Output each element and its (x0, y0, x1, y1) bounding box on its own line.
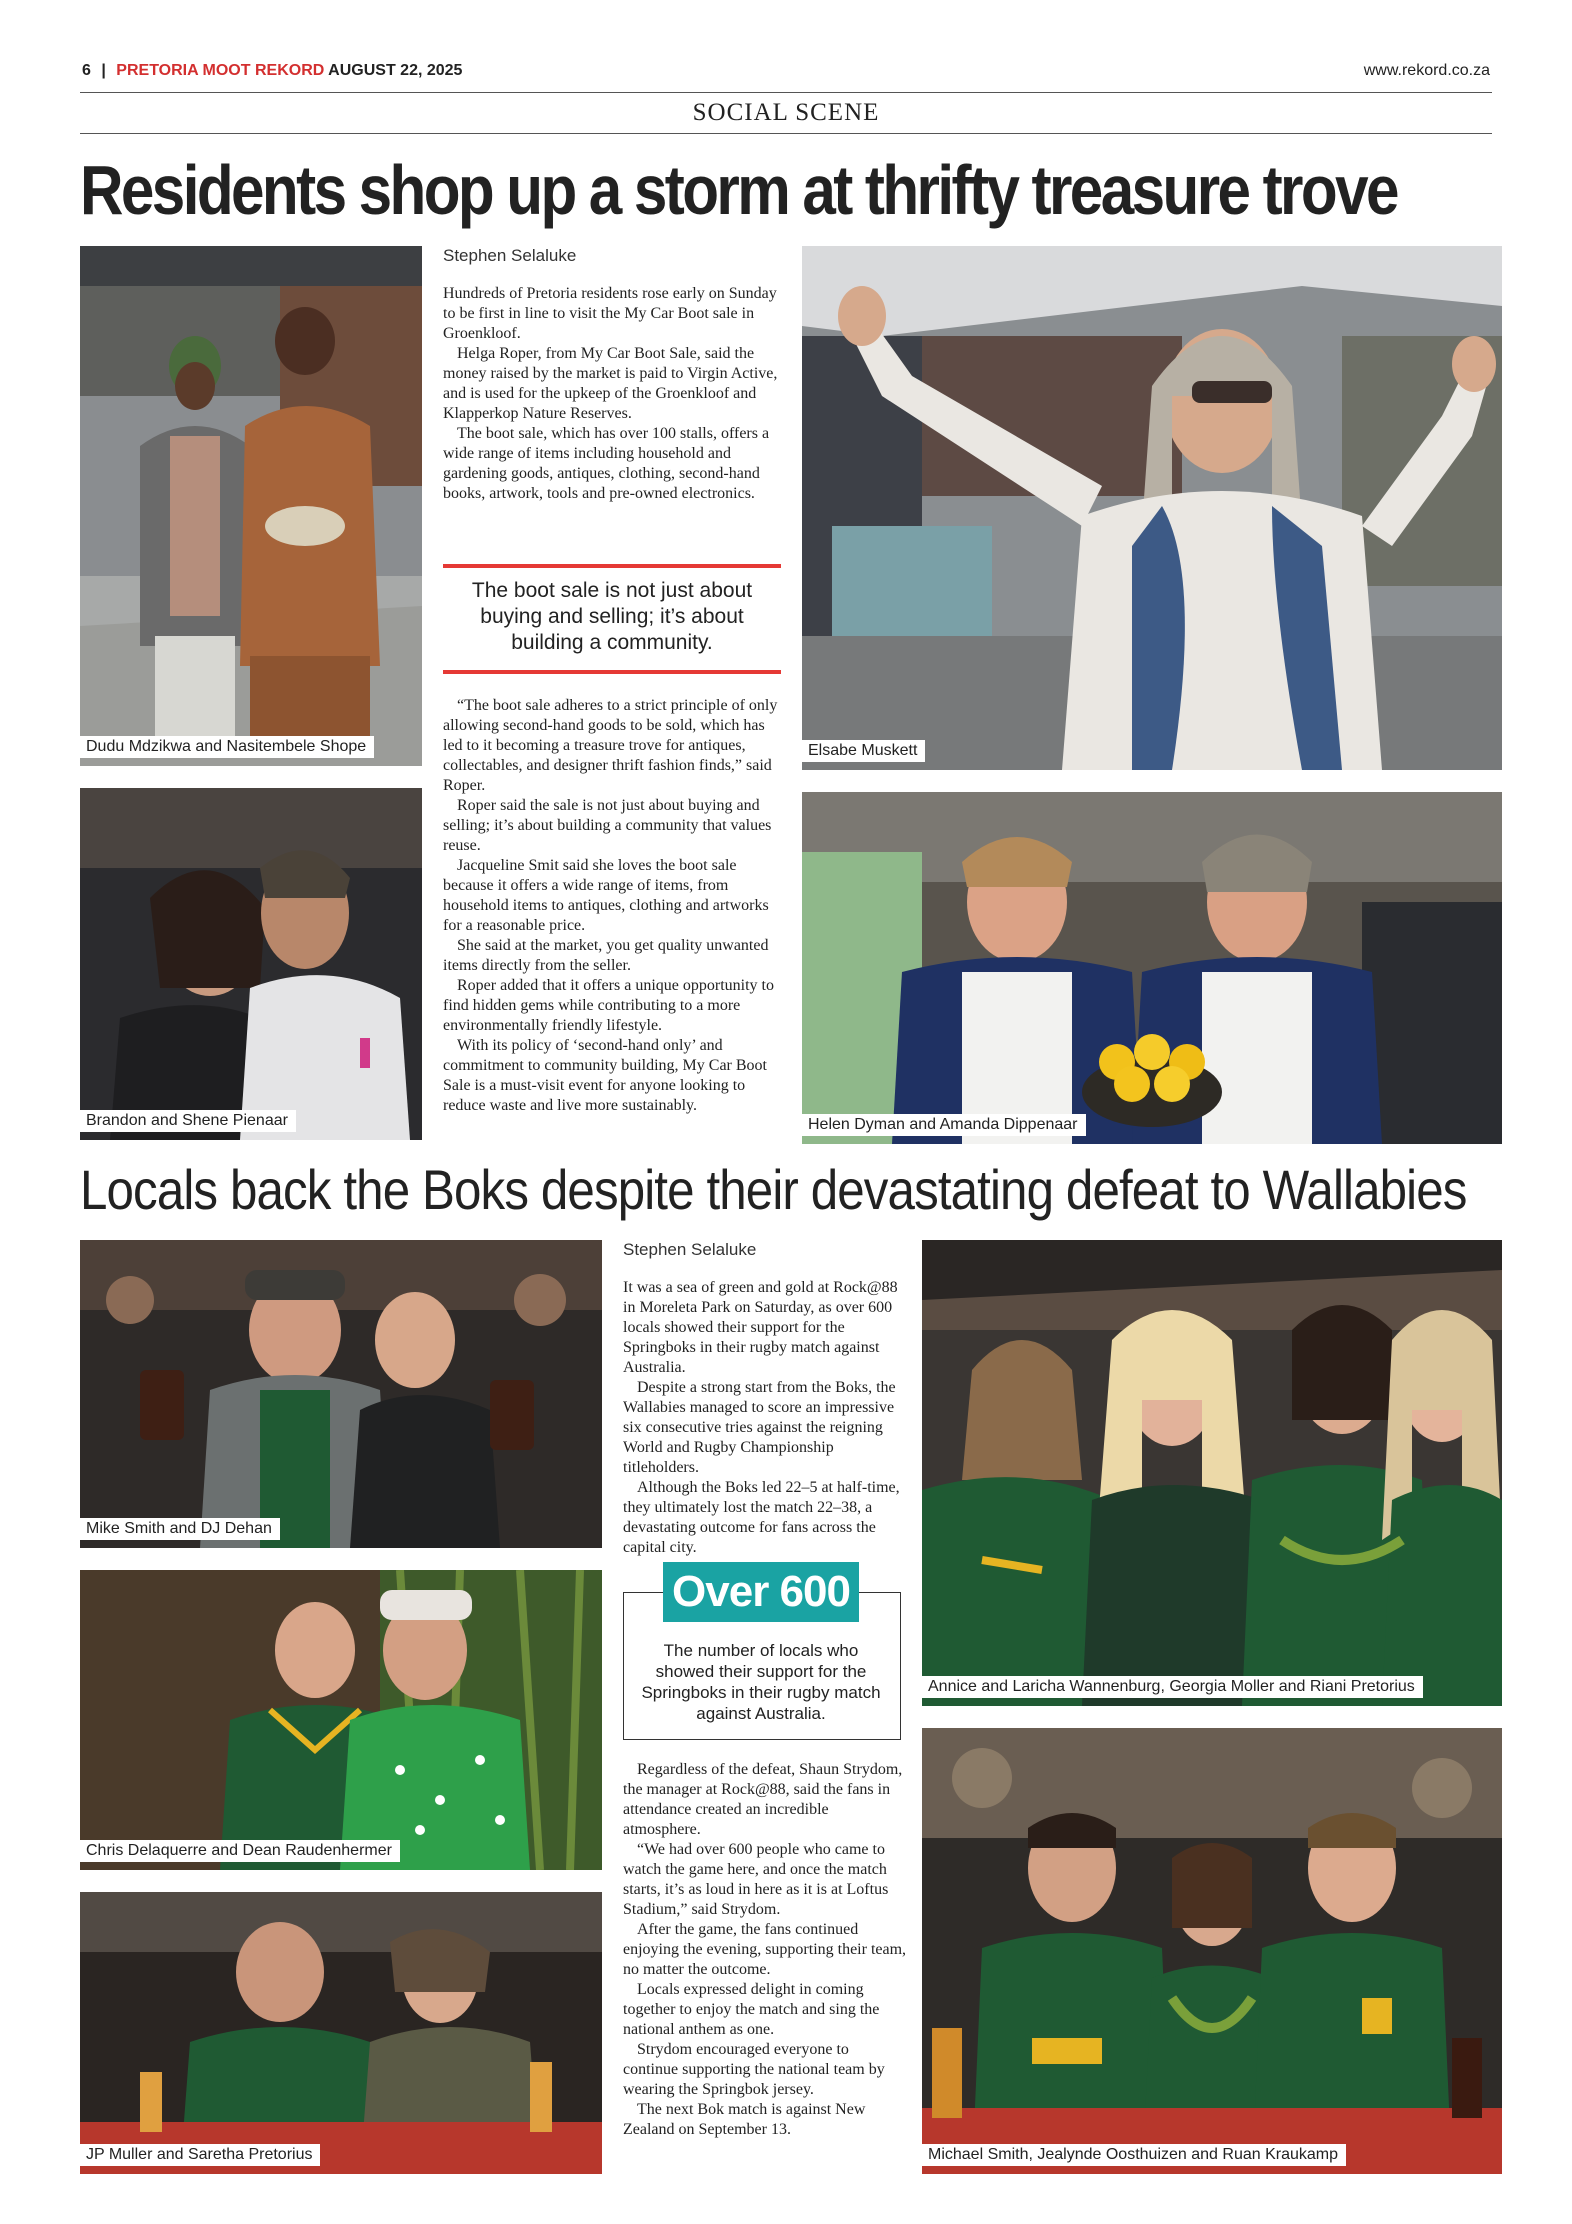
photo-annice-group (922, 1240, 1502, 1706)
article2-para: The next Bok match is against New Zealand on September 13. (623, 2101, 866, 2138)
publication-name: PRETORIA MOOT REKORD (116, 62, 325, 79)
couple-image (80, 788, 422, 1140)
three-fans-image (922, 1728, 1502, 2174)
market-scene-image (80, 246, 422, 766)
article1-byline: Stephen Selaluke (443, 246, 577, 265)
article2-body-top (623, 1278, 907, 1558)
caption-photo2: Elsabe Muskett (802, 740, 925, 762)
photo-chris-dean (80, 1570, 602, 1870)
article1-para: The boot sale, which has over 100 stalls, offers a wide range of items including household and gardening goods, antiques, clothing, second-hand books, artwork, tools and pre-owned electronics. (443, 425, 770, 502)
article1-body-bottom (443, 696, 781, 1116)
fans-cheers-image (80, 1240, 602, 1548)
photo-dudu-nasitembele (80, 246, 422, 766)
lemon-sellers-image (802, 792, 1502, 1144)
article2-para: After the game, the fans continued enjoying the evening, supporting their team, no matter the outcome. (623, 1921, 907, 1978)
caption-b5: Michael Smith, Jealynde Oosthuizen and Ruan Kraukamp (922, 2144, 1346, 2166)
photo-elsabe (802, 246, 1502, 770)
page-header (82, 62, 462, 80)
stat-text: The number of locals who showed their support for the Springboks in their rugby match against Australia. (641, 1641, 881, 1723)
article2-para: Although the Boks led 22–5 at half-time, they ultimately lost the match 22–38, a devastating outcome for fans across the capital city. (623, 1479, 900, 1556)
article1-para: “The boot sale adheres to a strict principle of only allowing second-hand goods to be sold, which has led to it becoming a treasure trove for antiques, collectables, and designer thrift fashion finds,” said Roper. (443, 697, 778, 794)
caption-photo4: Helen Dyman and Amanda Dippenaar (802, 1114, 1086, 1136)
fans-pointing-image (80, 1570, 602, 1870)
photo-brandon-shene (80, 788, 422, 1140)
page-number: 6 (82, 62, 91, 79)
section-rule (80, 133, 1492, 134)
article2-para: Despite a strong start from the Boks, the Wallabies managed to score an impressive six consecutive tries against the reigning World and Rugby Championship titleholders. (623, 1379, 896, 1476)
article1-para: With its policy of ‘second-hand only’ and commitment to community building, My Car Boot Sale is a must-visit event for anyone looking to reduce waste and live more sustainably. (443, 1037, 767, 1114)
article2-para: Regardless of the defeat, Shaun Strydom, the manager at Rock@88, said the fans in attendance created an incredible atmosphere. (623, 1761, 903, 1838)
article1-para: Hundreds of Pretoria residents rose early on Sunday to be first in line to visit the My Car Boot sale in Groenkloof. (443, 285, 777, 342)
photo-mike-dj (80, 1240, 602, 1548)
article2-byline: Stephen Selaluke (623, 1240, 757, 1259)
caption-b3: JP Muller and Saretha Pretorius (80, 2144, 320, 2166)
section-title: SOCIAL SCENE (692, 99, 880, 126)
article1-headline: Residents shop up a storm at thrifty treasure trove (80, 151, 1397, 229)
photo-michael-group (922, 1728, 1502, 2174)
caption-photo3: Brandon and Shene Pienaar (80, 1110, 296, 1132)
article2-para: It was a sea of green and gold at Rock@88 in Moreleta Park on Saturday, as over 600 locals showed their support for the Springboks in their rugby match against Australia. (623, 1279, 898, 1376)
article2-para: Strydom encouraged everyone to continue supporting the national team by wearing the Springbok jersey. (623, 2041, 885, 2098)
article1-para: Roper said the sale is not just about buying and selling; it’s about building a community that values reuse. (443, 797, 772, 854)
caption-b4: Annice and Laricha Wannenburg, Georgia Moller and Riani Pretorius (922, 1676, 1423, 1698)
article1-para: Jacqueline Smit said she loves the boot sale because it offers a wide range of items, from household items to antiques, clothing and artworks for a reasonable price. (443, 857, 769, 934)
article1-body-top (443, 284, 781, 504)
photo-helen-amanda (802, 792, 1502, 1144)
article2-para: “We had over 600 people who came to watch the game here, and once the match starts, it’s as loud in here as it is at Loftus Stadium,” said Strydom. (623, 1841, 889, 1918)
pull-quote-bottom-bar (443, 670, 781, 674)
article1-para: She said at the market, you get quality unwanted items directly from the seller. (443, 937, 769, 974)
header-rule (80, 92, 1492, 93)
caption-b2: Chris Delaquerre and Dean Raudenhermer (80, 1840, 400, 1862)
caption-photo1: Dudu Mdzikwa and Nasitembele Shope (80, 736, 374, 758)
stat-figure: Over 600 (663, 1562, 859, 1622)
website-link[interactable]: www.rekord.co.za (1363, 62, 1490, 79)
pull-quote-top-bar (443, 564, 781, 568)
pull-quote: The boot sale is not just about buying and selling; it’s about building a community. (471, 579, 753, 654)
photo-jp-saretha (80, 1892, 602, 2174)
article2-body-bottom (623, 1760, 907, 2140)
article1-para: Roper added that it offers a unique opportunity to find hidden gems while contributing to a more environmentally friendly lifestyle. (443, 977, 774, 1034)
woman-thumbs-up-image (802, 246, 1502, 770)
header-separator: | (101, 62, 106, 79)
fans-table-image (80, 1892, 602, 2174)
article2-para: Locals expressed delight in coming together to enjoy the match and sing the national anthem as one. (623, 1981, 880, 2038)
caption-b1: Mike Smith and DJ Dehan (80, 1518, 280, 1540)
issue-date: AUGUST 22, 2025 (328, 62, 463, 79)
article1-para: Helga Roper, from My Car Boot Sale, said the money raised by the market is paid to Virgin Active, and is used for the upkeep of the Groenkloof and Klapperkop Nature Reserves. (443, 345, 778, 422)
article2-headline: Locals back the Boks despite their devastating defeat to Wallabies (80, 1158, 1467, 1221)
four-fans-image (922, 1240, 1502, 1706)
